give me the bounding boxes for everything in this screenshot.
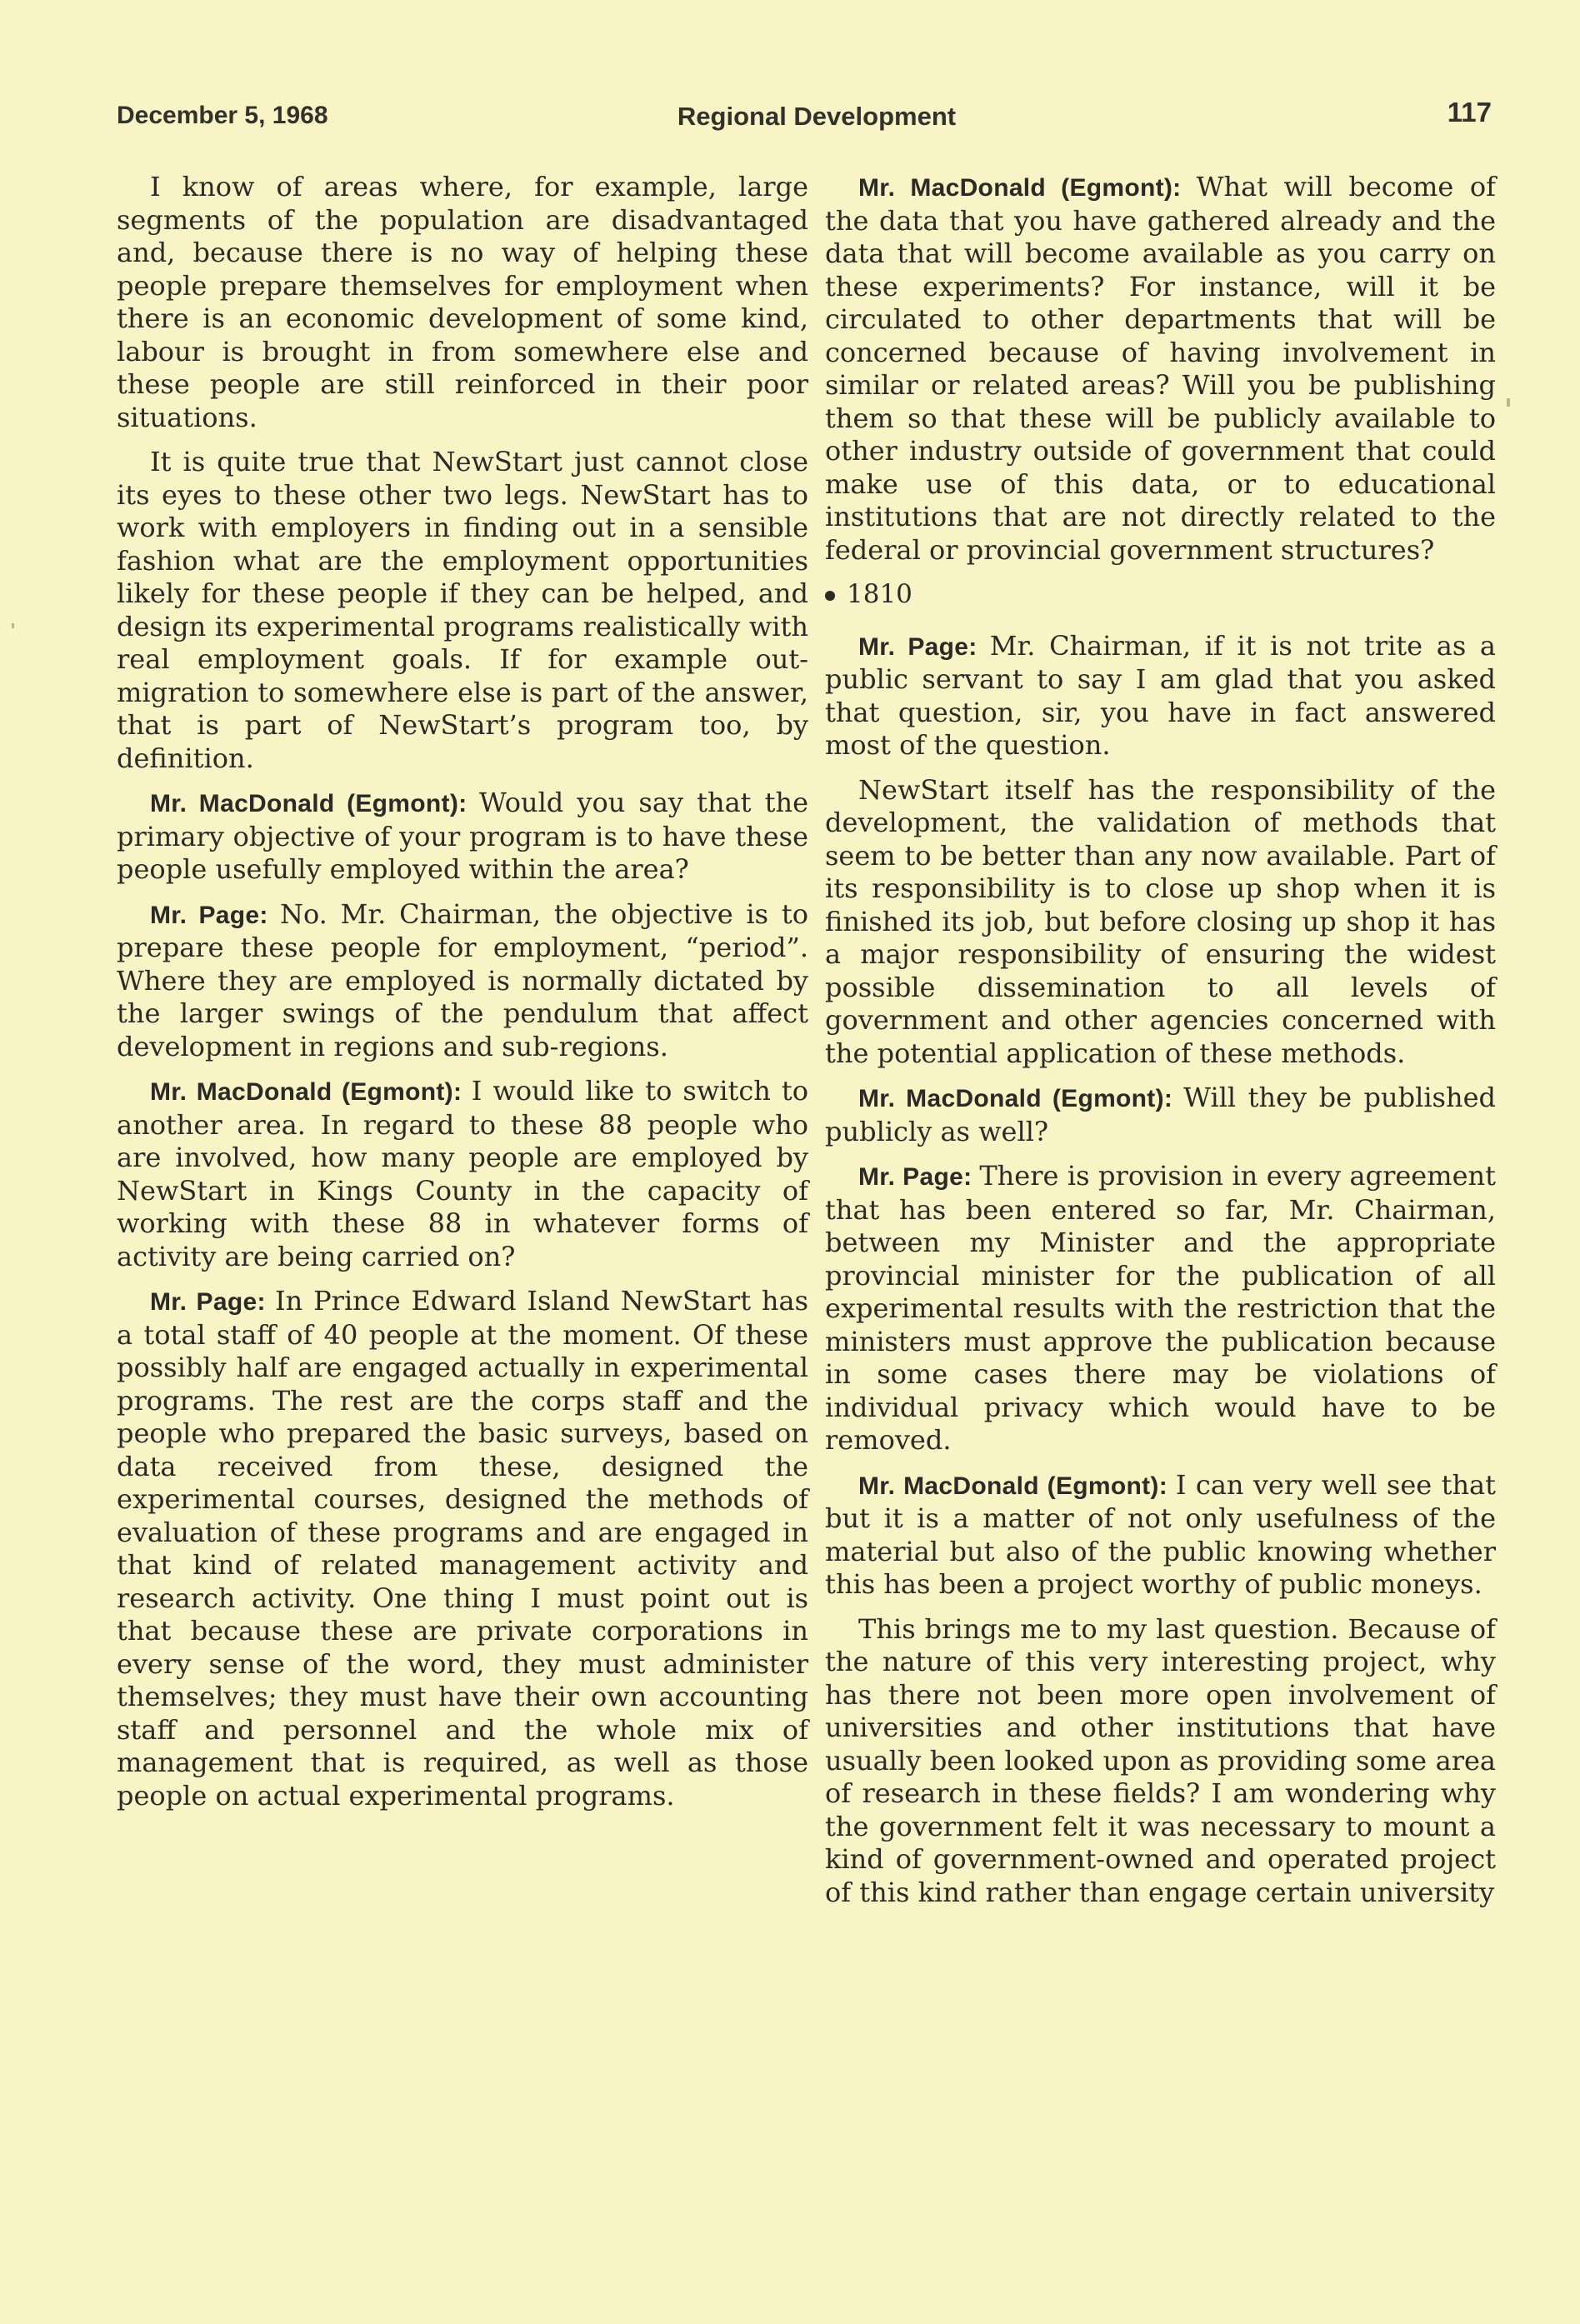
speaker-label: Mr. Page: (150, 1288, 276, 1316)
paragraph-text: What will become of the data that you have gathered already and the data that will become available as you carry on these experiments? For instance, will it be circulated to other departments that will be concerned because of having involvement in similar or related areas? Will you be publishing them so that these will be publicly available to other industry outside of government that could make use of this data, or to educational institutions that are not directly related to the federal or provincial government structures? (825, 171, 1496, 566)
speaker-label: Mr. MacDonald (Egmont): (858, 1085, 1184, 1112)
paragraph-text: I can very well see that but it is a matter of not only usefulness of the material but also of the public knowing whether this has been a project worthy of public moneys. (825, 1468, 1496, 1600)
paragraph (117, 171, 808, 434)
speaker-label: Mr. MacDonald (Egmont): (858, 1472, 1176, 1500)
time-marker-text: 1810 (847, 579, 912, 609)
paragraph-text: It is quite true that NewStart just cannot close its eyes to these other two legs. NewStart has to work with employers in finding out in a sensible fashion what are the employment opportunities likely for these people if they can be helped, and design its experimental programs realistically with real employment goals. If for example out-migration to somewhere else is part of the answer, that is part of NewStart’s program too, by definition. (117, 446, 808, 774)
paragraph (117, 1285, 808, 1812)
paragraph (117, 446, 808, 775)
right-column (825, 171, 1496, 1921)
speaker-label: Mr. Page: (858, 632, 990, 661)
paragraph (825, 1082, 1496, 1148)
paragraph-text: In Prince Edward Island NewStart has a total staff of 40 people at the moment. Of these possibly half are engaged actually in experimental programs. The rest are the corps staff and the people who prepared the basic surveys, based on data received from these, designed the experimental courses, designed the methods of evaluation of these programs and are engaged in that kind of related management activity and research activity. One thing I must point out is that because these are private corporations in every sense of the word, they must administer themselves; they must have their own accounting staff and personnel and the whole mix of management that is required, as well as those people on actual experimental programs. (117, 1285, 808, 1812)
header-title: Regional Development (677, 102, 957, 131)
paper-blemish (1507, 398, 1510, 407)
time-marker (825, 578, 1496, 612)
paragraph (825, 774, 1496, 1071)
paragraph-text: NewStart itself has the responsibility of the development, the validation of methods that seem to be better than any now available. Part of its responsibility is to close up shop when it is finished its job, but before closing up shop it has a major responsibility of ensuring the widest possible dissemination to all levels of government and other agencies concerned with the potential application of these methods. (825, 773, 1496, 1069)
paragraph (825, 630, 1496, 762)
header-date: December 5, 1968 (117, 102, 328, 129)
left-column (117, 171, 808, 1824)
speaker-label: Mr. MacDonald (Egmont): (150, 1078, 472, 1106)
paragraph (825, 171, 1496, 567)
paragraph-text: This brings me to my last question. Because of the nature of this very interesting project, why has there not been more open involvement of universities and other institutions that have usually been looked upon as providing some area of research in these fields? I am wondering why the government felt it was necessary to mount a kind of government-owned and operated project of this kind rather than engage certain university (825, 1612, 1496, 1908)
page-number: 117 (1447, 97, 1492, 127)
paragraph (117, 787, 808, 887)
speaker-label: Mr. Page: (858, 1163, 980, 1191)
paragraph (825, 1160, 1496, 1457)
paragraph-text: Would you say that the primary objective of your program is to have these people usefully employed within the area? (117, 787, 808, 885)
paragraph-text: Will they be published publicly as well? (825, 1082, 1497, 1147)
bullet-icon (825, 591, 835, 601)
paragraph-text: No. Mr. Chairman, the objective is to prepare these people for employment, “period”. Where they are employed is normally dictated by the larger swings of the pendulum that affect development in regions and sub-regions. (117, 897, 809, 1062)
paragraph (117, 898, 808, 1064)
paper-blemish (12, 623, 14, 628)
speaker-label: Mr. Page: (150, 901, 280, 929)
paragraph-text: There is provision in every agreement that has been entered so far, Mr. Chairman, between my Minister and the appropriate provincial minister for the publication of all experimental results with the restriction that the ministers must approve the publication because in some cases there may be violations of individual privacy which would have to be removed. (825, 1160, 1496, 1456)
speaker-label: Mr. MacDonald (Egmont): (150, 790, 479, 817)
paragraph-text: Mr. Chairman, if it is not trite as a public servant to say I am glad that you asked that question, sir, you have in fact answered most of the question. (825, 629, 1496, 761)
paragraph (825, 1613, 1496, 1910)
paragraph-text: I would like to switch to another area. In regard to these 88 people who are involved, how many people are employed by NewStart in Kings County in the capacity of working with these 88 in whatever forms of activity are being carried on? (117, 1075, 809, 1272)
paragraph (117, 1075, 808, 1273)
page-header (117, 90, 1492, 140)
paragraph (825, 1469, 1496, 1602)
paragraph-text: I know of areas where, for example, large segments of the population are disadvantaged and, because there is no way of helping these people prepare themselves for employment when there is an economic development of some kind, labour is brought in from somewhere else and these people are still reinforced in their poor situations. (117, 171, 808, 433)
speaker-label: Mr. MacDonald (Egmont): (858, 174, 1197, 202)
